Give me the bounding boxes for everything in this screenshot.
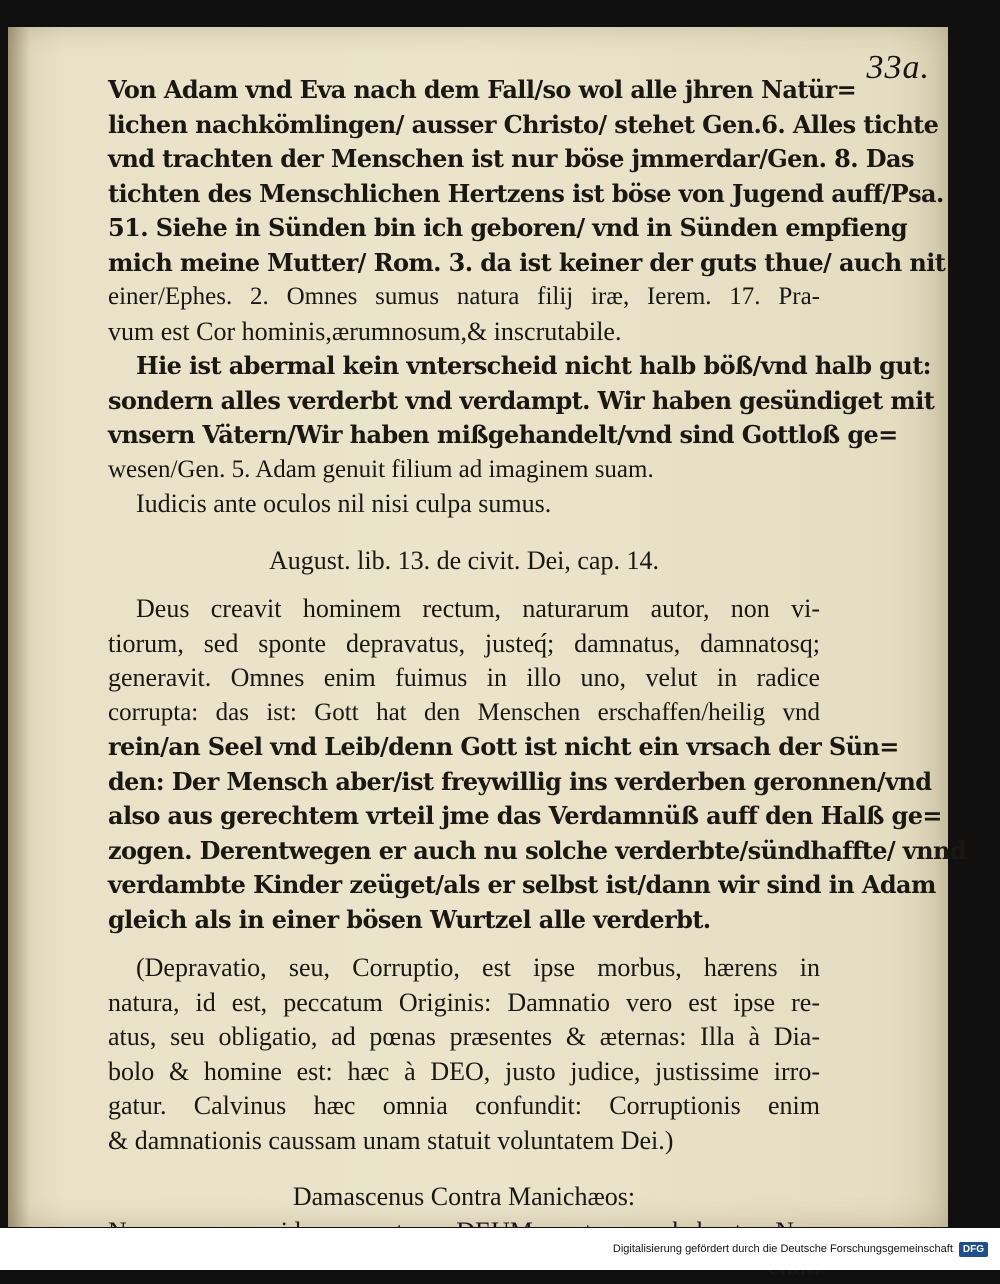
text-line-23: verdambte Kinder zeüget/als er selbst ist/dann wir sind in Adam <box>108 870 936 899</box>
text-line-4: tichten des Menschlichen Hertzens ist böse von Jugend auff/Psa. <box>108 178 944 208</box>
text-line-26: natura, id est, peccatum Originis: Damnatio vero est ipse re- <box>108 987 820 1017</box>
paragraph-gap <box>108 1158 820 1180</box>
paragraph-gap <box>108 937 820 951</box>
paragraph-gap <box>108 522 820 544</box>
text-line-3: vnd trachten der Menschen ist nur böse jmmerdar/Gen. 8. Das <box>108 144 914 173</box>
text-line-12: wesen/Gen. 5. Adam genuit filium ad imaginem suam. <box>108 455 654 483</box>
text-line-18: corrupta: das ist: Gott hat den Menschen erschaffen/heilig vnd <box>108 698 820 726</box>
text-line-8: vum est Cor hominis,ærumnosum,& inscrutabile. <box>108 316 622 346</box>
text-line-7: einer/Ephes. 2. Omnes sumus natura filij iræ, Ierem. 17. Pra- <box>108 283 820 310</box>
text-line-20: den: Der Mensch aber/ist freywillig ins verderben geronnen/vnd <box>108 766 932 796</box>
text-line-31: Damascenus Contra Manichæos: <box>292 1182 636 1211</box>
spine-shadow <box>8 27 30 1227</box>
text-line-24: gleich als in einer bösen Wurtzel alle verderbt. <box>108 904 711 934</box>
text-line-6: mich meine Mutter/ Rom. 3. da ist keiner der guts thue/ auch nit <box>108 247 946 277</box>
folio-number: 33a. <box>866 49 930 86</box>
text-line-5: 51. Siehe in Sünden bin ich geboren/ vnd in Sünden empfieng <box>108 213 907 242</box>
page-text <box>108 73 967 1284</box>
footer-bar <box>0 1228 1000 1270</box>
paragraph-gap <box>108 578 820 592</box>
text-line-17: generavit. Omnes enim fuimus in illo uno, velut in radice <box>108 663 820 692</box>
text-line-21: also aus gerechtem vrteil jme das Verdamnüß auff den Halß ge= <box>108 801 942 830</box>
text-line-27: atus, seu obligatio, ad pœnas præsentes & æternas: Illa à Dia- <box>108 1022 820 1051</box>
text-line-14: August. lib. 13. de civit. Dei, cap. 14. <box>269 545 659 575</box>
text-line-19: rein/an Seel vnd Leib/denn Gott ist nicht ein vrsach der Sün= <box>108 732 899 761</box>
dfg-logo: DFG <box>959 1242 988 1257</box>
text-line-1: Von Adam vnd Eva nach dem Fall/so wol alle jhren Natür= <box>108 75 857 104</box>
text-line-9: Hie ist abermal kein vnterscheid nicht halb böß/vnd halb gut: <box>136 351 931 380</box>
text-line-25: (Depravatio, seu, Corruptio, est ipse morbus, hærens in <box>136 953 820 982</box>
text-line-30: & damnationis caussam unam statuit voluntatem Dei.) <box>108 1125 674 1155</box>
text-line-2: lichen nachkömlingen/ ausser Christo/ stehet Gen.6. Alles tichte <box>108 109 939 139</box>
text-line-29: gatur. Calvinus hæc omnia confundit: Corruptionis enim <box>108 1091 820 1120</box>
text-line-22: zogen. Derentwegen er auch nu solche verderbte/sündhaffte/ vnnd <box>108 835 967 865</box>
text-line-11: vnsern Vätern/Wir haben mißgehandelt/vnd sind Gottloß ge= <box>108 420 898 449</box>
text-line-13: Iudicis ante oculos nil nisi culpa sumus. <box>136 489 552 518</box>
text-line-16: tiorum, sed sponte depravatus, justeq́; damnatus, damnatosq; <box>108 628 820 658</box>
text-line-28: bolo & homine est: hæc à DEO, justo judice, justissime irro- <box>108 1056 820 1086</box>
footer-credit: Digitalisierung gefördert durch die Deutsche Forschungsgemeinschaft <box>612 1243 953 1255</box>
book-page <box>8 27 967 1227</box>
text-line-10: sondern alles verderbt vnd verdampt. Wir haben gesündiget mit <box>108 385 935 415</box>
text-line-15: Deus creavit hominem rectum, naturarum autor, non vi- <box>136 594 820 623</box>
